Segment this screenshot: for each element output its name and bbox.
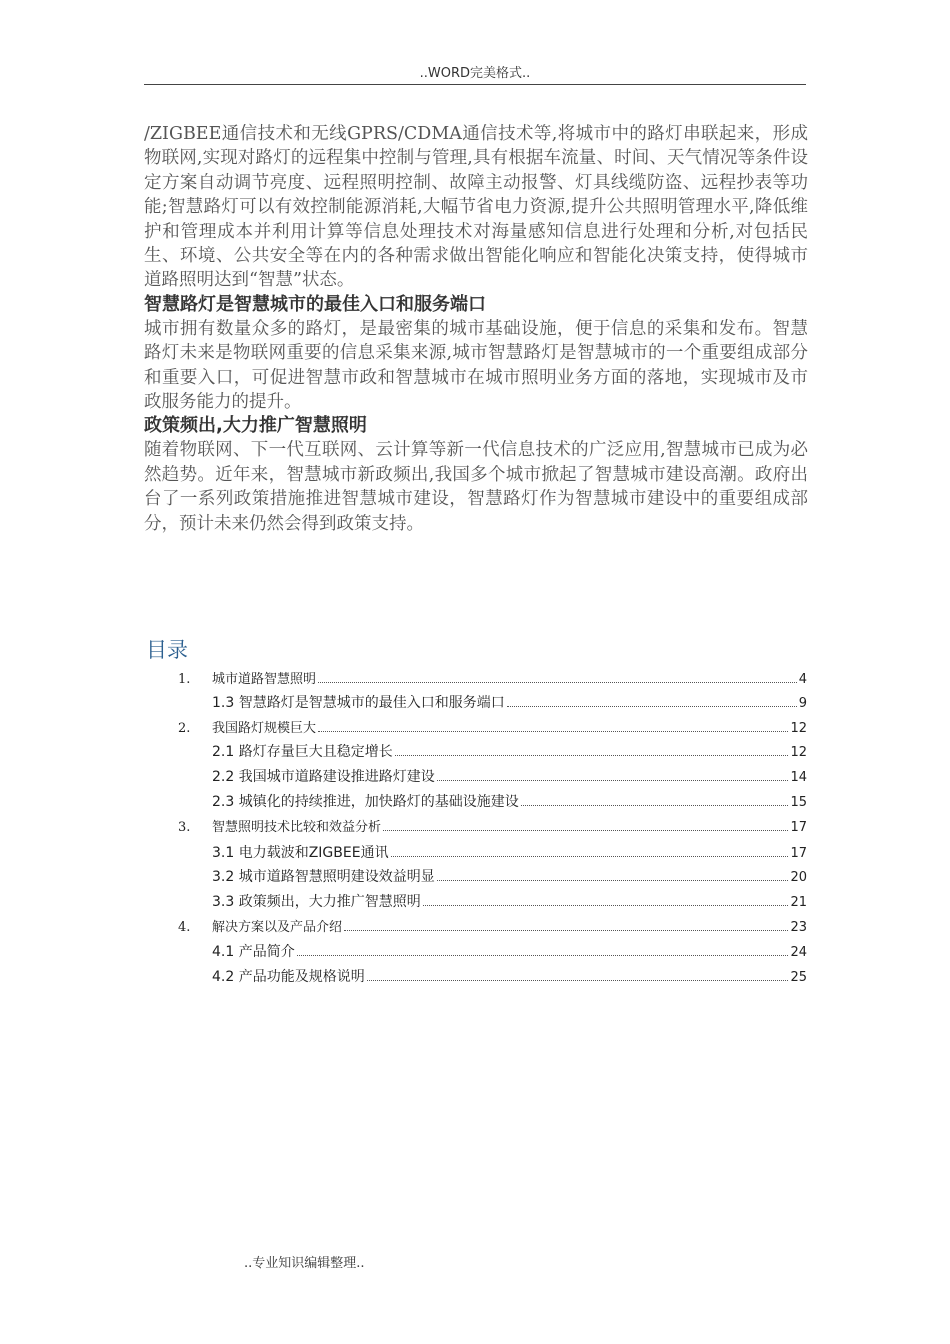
toc-leader-dots — [521, 805, 789, 806]
body-paragraph-2: 城市拥有数量众多的路灯，是最密集的城市基础设施，便于信息的采集和发布。智慧路灯未来是物联网重要的信息采集来源,城市智慧路灯是智慧城市的一个重要组成部分和重要入口，可促进智慧市政和智慧城市在城市照明业务方面的落地，实现城市及市政服务能力的提升。 — [144, 318, 808, 413]
section-heading-2: 政策频出,大力推广智慧照明 — [144, 415, 367, 437]
toc-leader-dots — [437, 780, 789, 781]
toc-leader-dots — [318, 682, 797, 683]
toc-leader-dots — [423, 905, 789, 906]
toc-leader-dots — [367, 980, 789, 981]
toc-entry[interactable] — [212, 791, 807, 811]
toc-entry-title: 4.2 产品功能及规格说明 — [212, 969, 365, 985]
toc-entry-page: 23 — [790, 920, 807, 935]
toc-entry[interactable] — [178, 816, 807, 835]
toc-entry-number: 3. — [178, 820, 191, 835]
toc-leader-dots — [391, 856, 789, 857]
toc-entry-page: 4 — [798, 672, 807, 687]
body-paragraph-1: /ZIGBEE通信技术和无线GPRS/CDMA通信技术等,将城市中的路灯串联起来，形成物联网,实现对路灯的远程集中控制与管理,具有根据车流量、时间、天气情况等条件设定方案自动调节亮度、远程照明控制、故障主动报警、灯具线缆防盗、远程抄表等功能;智慧路灯可以有效控制能源消耗,大幅节省电力资源,提升公共照明管理水平,降低维护和管理成本并利用计算等信息处理技术对海量感知信息进行处理和分析,对包括民生、环境、公共安全等在内的各种需求做出智能化响应和智能化决策支持，使得城市道路照明达到“智慧”状态。 — [144, 124, 808, 291]
toc-entry-page: 15 — [790, 795, 807, 810]
toc-entry-page: 21 — [790, 895, 807, 910]
toc-entry[interactable] — [212, 741, 807, 761]
toc-entry[interactable] — [212, 891, 807, 911]
toc-entry[interactable] — [212, 766, 807, 786]
toc-entry[interactable] — [212, 842, 807, 862]
toc-entry-page: 17 — [790, 846, 807, 861]
toc-leader-dots — [318, 731, 788, 732]
toc-entry-title: 我国路灯规模巨大 — [212, 721, 317, 736]
toc-leader-dots — [383, 830, 788, 831]
page-header: ..WORD完美格式.. — [419, 66, 531, 81]
toc-leader-dots — [507, 706, 797, 707]
toc-entry-page: 12 — [790, 745, 807, 760]
body-paragraph-3: 随着物联网、下一代互联网、云计算等新一代信息技术的广泛应用,智慧城市已成为必然趋势。近年来，智慧城市新政频出,我国多个城市掀起了智慧城市建设高潮。政府出台了一系列政策措施推进智慧城市建设，智慧路灯作为智慧城市建设中的重要组成部分，预计未来仍然会得到政策支持。 — [144, 440, 808, 534]
page-footer: ..专业知识编辑整理.. — [244, 1256, 365, 1271]
toc-entry-page: 9 — [798, 696, 807, 711]
section-heading-1: 智慧路灯是智慧城市的最佳入口和服务端口 — [144, 293, 486, 315]
toc-entry-page: 12 — [790, 721, 807, 736]
toc-leader-dots — [437, 880, 789, 881]
toc-entry-number: 1. — [178, 672, 191, 687]
toc-title: 目录 — [146, 638, 188, 662]
toc-entry[interactable] — [212, 941, 807, 961]
toc-entry-page: 14 — [790, 770, 807, 785]
header-divider — [144, 84, 806, 85]
toc-entry-title: 1.3 智慧路灯是智慧城市的最佳入口和服务端口 — [212, 695, 505, 711]
toc-entry-title: 4.1 产品简介 — [212, 944, 295, 960]
toc-entry-page: 24 — [790, 945, 807, 960]
toc-entry-title: 城市道路智慧照明 — [212, 672, 317, 687]
toc-entry[interactable] — [212, 966, 807, 986]
toc-entry[interactable] — [178, 916, 807, 935]
toc-entry-title: 3.3 政策频出，大力推广智慧照明 — [212, 894, 421, 910]
toc-entry[interactable] — [178, 668, 807, 687]
toc-entry-page: 20 — [790, 870, 807, 885]
toc-entry-title: 2.1 路灯存量巨大且稳定增长 — [212, 744, 393, 760]
toc-leader-dots — [395, 755, 789, 756]
toc-entry-title: 2.3 城镇化的持续推进，加快路灯的基础设施建设 — [212, 794, 519, 810]
toc-entry[interactable] — [212, 866, 807, 886]
toc-entry-number: 4. — [178, 920, 191, 935]
toc-entry-page: 17 — [790, 820, 807, 835]
toc-entry-title: 3.1 电力载波和ZIGBEE通讯 — [212, 845, 389, 861]
toc-entry-number: 2. — [178, 721, 191, 736]
toc-entry-title: 2.2 我国城市道路建设推进路灯建设 — [212, 769, 435, 785]
toc-leader-dots — [344, 930, 788, 931]
toc-entry-page: 25 — [790, 970, 807, 985]
body-content — [144, 122, 808, 536]
toc-entry-title: 智慧照明技术比较和效益分析 — [212, 820, 382, 835]
toc-entry-title: 解决方案以及产品介绍 — [212, 920, 343, 935]
toc-entry[interactable] — [178, 717, 807, 736]
toc-leader-dots — [297, 955, 789, 956]
toc-entry-title: 3.2 城市道路智慧照明建设效益明显 — [212, 869, 435, 885]
toc-entry[interactable] — [212, 692, 807, 712]
